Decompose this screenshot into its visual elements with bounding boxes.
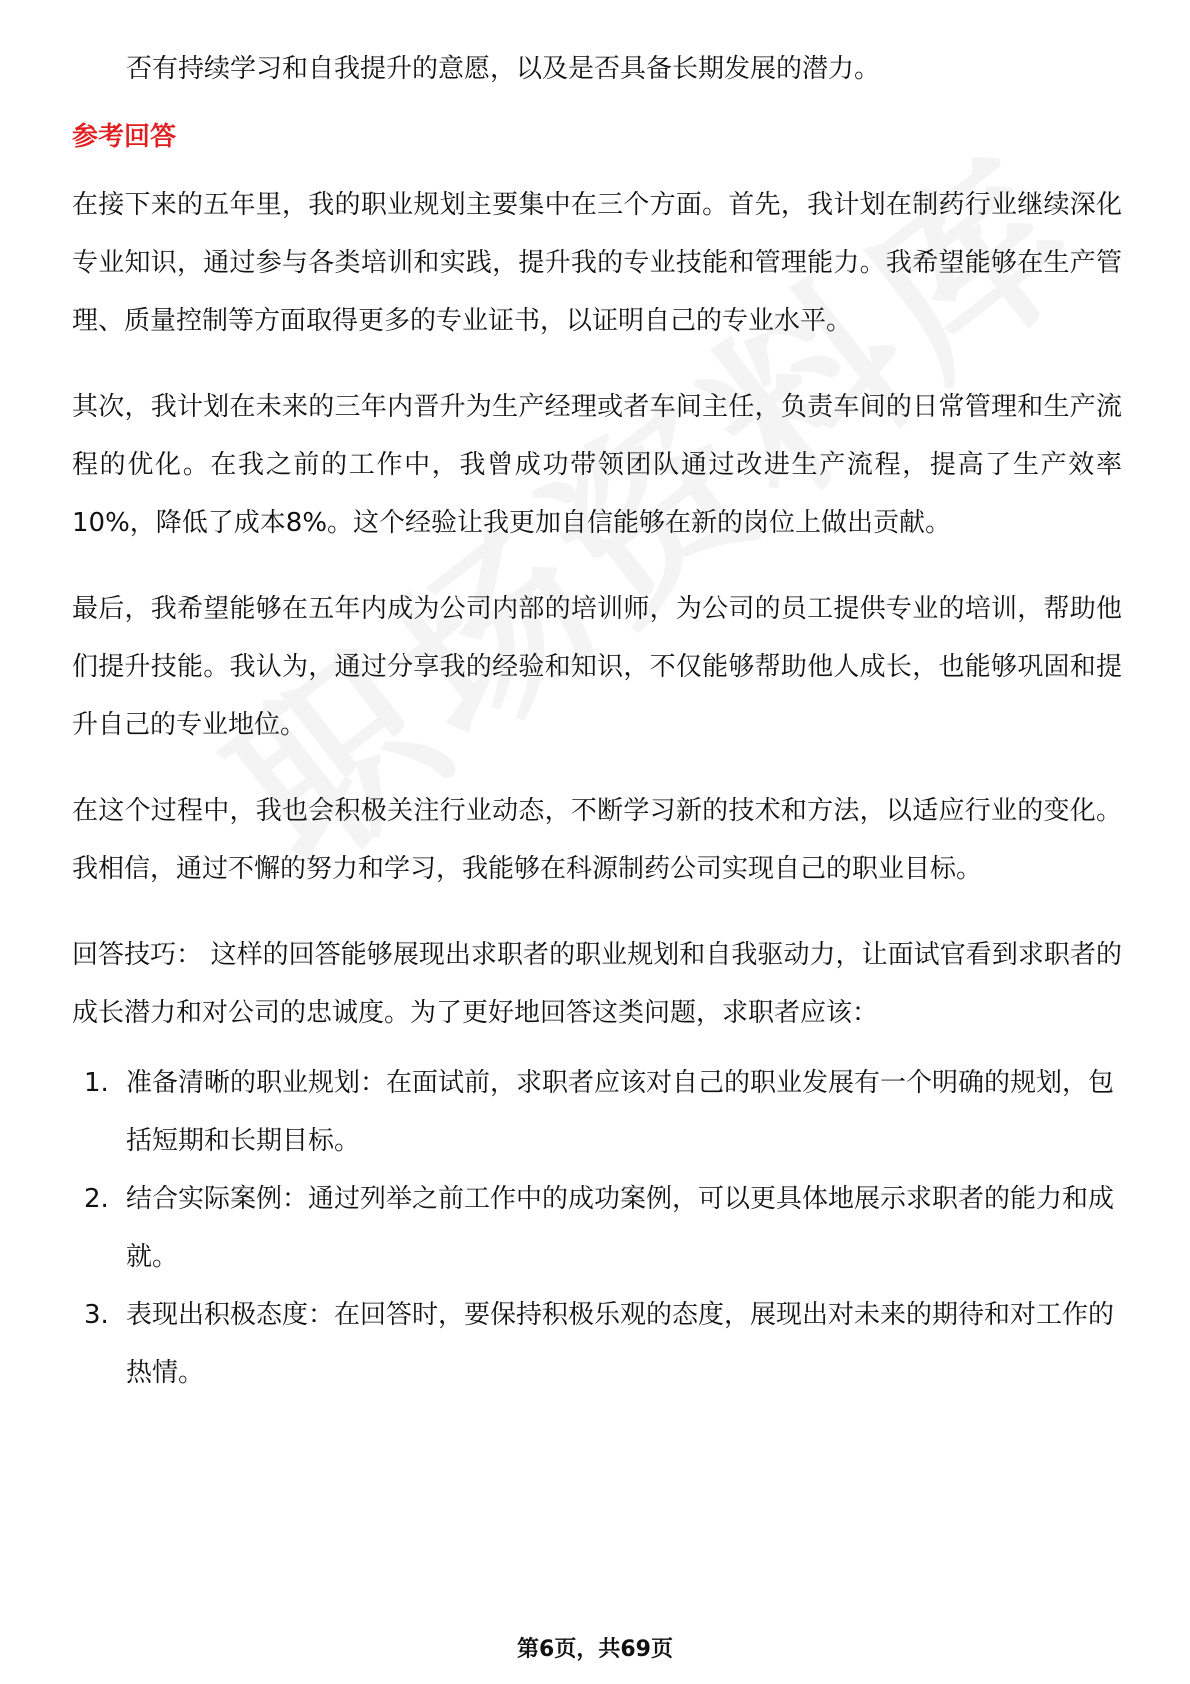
section-title: 参考回答	[72, 122, 177, 152]
list-item-text: 准备清晰的职业规划：在面试前，求职者应该对自己的职业发展有一个明确的规划，包括短期和长期目标。	[126, 1068, 1115, 1156]
intro-line: 否有持续学习和自我提升的意愿，以及是否具备长期发展的潜力。	[126, 54, 881, 84]
paragraph-1: 在接下来的五年里，我的职业规划主要集中在三个方面。首先，我计划在制药行业继续深化专业知识，通过参与各类培训和实践，提升我的专业技能和管理能力。我希望能够在生产管理、质量控制等方面取得更多的专业证书，以证明自己的专业水平。	[72, 190, 1122, 336]
list-item	[72, 1054, 1122, 1170]
list-item-number: 2.	[84, 1184, 109, 1214]
page-number-footer: 第6页，共69页	[517, 1637, 673, 1662]
answer-tips-paragraph: 回答技巧： 这样的回答能够展现出求职者的职业规划和自我驱动力，让面试官看到求职者的成长潜力和对公司的忠诚度。为了更好地回答这类问题，求职者应该：	[72, 940, 1122, 1028]
list-item-text: 结合实际案例：通过列举之前工作中的成功案例，可以更具体地展示求职者的能力和成就。	[126, 1184, 1115, 1272]
list-item	[72, 1286, 1122, 1402]
list-item-number: 1.	[84, 1068, 109, 1098]
tips-list	[72, 1054, 1122, 1402]
list-item-number: 3.	[84, 1300, 109, 1330]
paragraph-3: 最后，我希望能够在五年内成为公司内部的培训师，为公司的员工提供专业的培训，帮助他们提升技能。我认为，通过分享我的经验和知识，不仅能够帮助他人成长，也能够巩固和提升自己的专业地位。	[72, 594, 1122, 740]
list-item-text: 表现出积极态度：在回答时，要保持积极乐观的态度，展现出对未来的期待和对工作的热情。	[126, 1300, 1115, 1388]
list-item	[72, 1170, 1122, 1286]
document-content	[72, 40, 1122, 1402]
paragraph-2: 其次，我计划在未来的三年内晋升为生产经理或者车间主任，负责车间的日常管理和生产流程的优化。在我之前的工作中，我曾成功带领团队通过改进生产流程，提高了生产效率10%，降低了成本8%。这个经验让我更加自信能够在新的岗位上做出贡献。	[72, 392, 1122, 538]
paragraph-4: 在这个过程中，我也会积极关注行业动态，不断学习新的技术和方法，以适应行业的变化。我相信，通过不懈的努力和学习，我能够在科源制药公司实现自己的职业目标。	[72, 796, 1122, 884]
